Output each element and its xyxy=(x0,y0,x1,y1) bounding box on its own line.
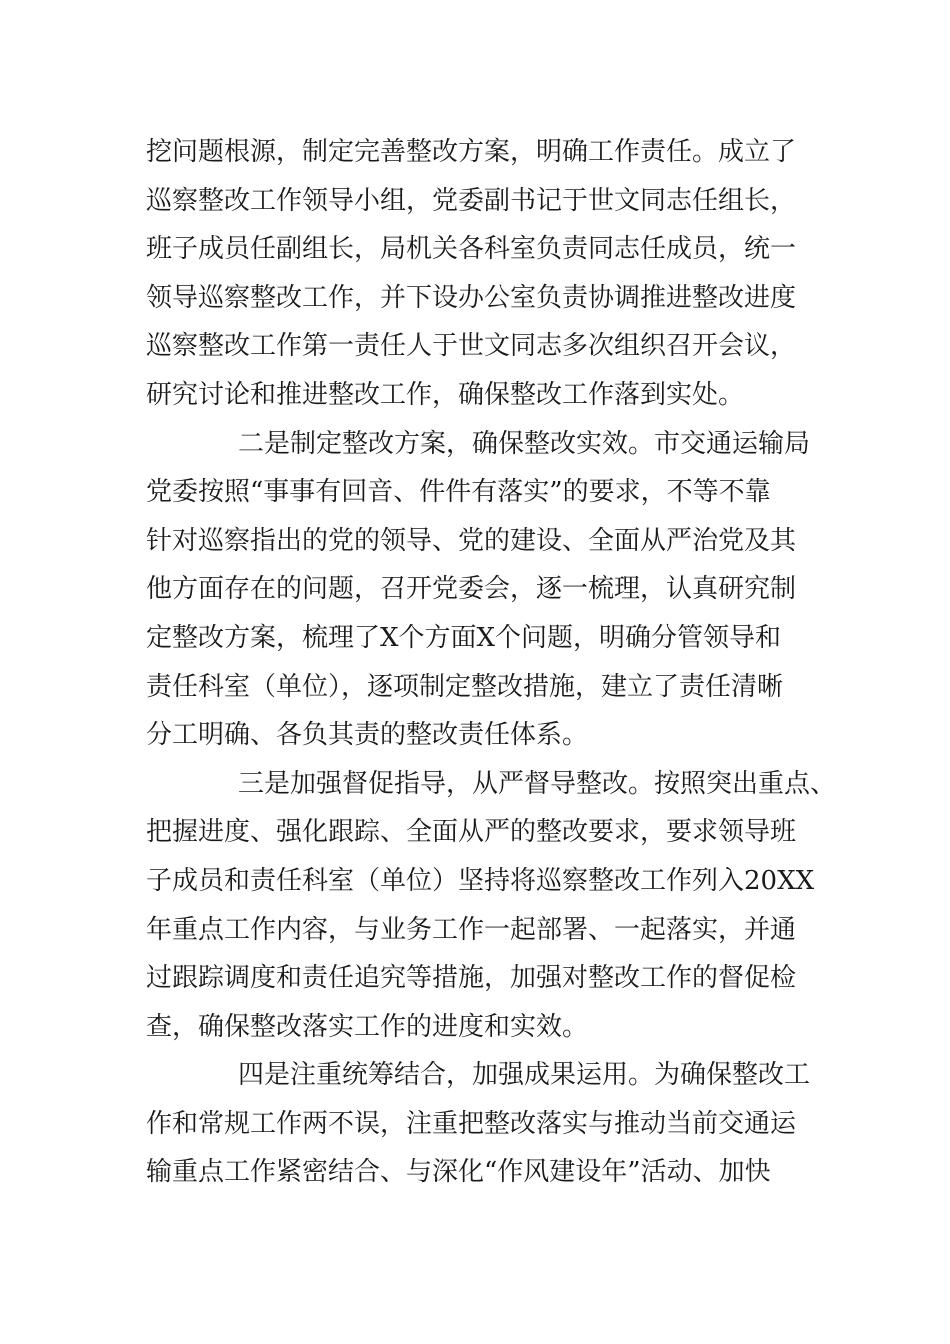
text-line: 针对巡察指出的党的领导、党的建设、全面从严治党及其 xyxy=(146,525,797,556)
text-line: 巡察整改工作领导小组，党委副书记于世文同志任组长， xyxy=(146,185,797,216)
text-line: 子成员和责任科室（单位）坚持将巡察整改工作列入20XX xyxy=(146,865,815,896)
text-line: 把握进度、强化跟踪、全面从严的整改要求，要求领导班 xyxy=(146,817,797,848)
text-line: 作和常规工作两不误，注重把整改落实与推动当前交通运 xyxy=(146,1108,797,1139)
document-body xyxy=(146,128,837,1197)
paragraph-start-line: 四是注重统筹结合，加强成果运用。为确保整改工 xyxy=(238,1060,811,1091)
text-line: 挖问题根源，制定完善整改方案，明确工作责任。成立了 xyxy=(146,137,797,167)
text-line: 巡察整改工作第一责任人于世文同志多次组织召开会议， xyxy=(146,331,797,362)
text-line: 查，确保整改落实工作的进度和实效。 xyxy=(146,1011,589,1042)
text-line: 研究讨论和推进整改工作，确保整改工作落到实处。 xyxy=(146,379,745,410)
text-line: 输重点工作紧密结合、与深化“作风建设年”活动、加快 xyxy=(146,1157,771,1188)
paragraph-start-line: 三是加强督促指导，从严督导整改。按照突出重点、 xyxy=(238,768,837,799)
text-line: 领导巡察整改工作，并下设办公室负责协调推进整改进度 xyxy=(146,282,797,313)
text-line: 定整改方案，梳理了X个方面X个问题，明确分管领导和 xyxy=(146,622,782,653)
text-line: 他方面存在的问题，召开党委会，逐一梳理，认真研究制 xyxy=(146,574,797,605)
text-line: 年重点工作内容，与业务工作一起部署、一起落实，并通 xyxy=(146,914,797,945)
paragraph-start-line: 二是制定整改方案，确保整改实效。市交通运输局 xyxy=(238,428,811,459)
text-line: 班子成员任副组长，局机关各科室负责同志任成员，统一 xyxy=(146,234,797,265)
text-line: 过跟踪调度和责任追究等措施，加强对整改工作的督促检 xyxy=(146,963,797,994)
text-line: 党委按照“事事有回音、件件有落实”的要求，不等不靠 xyxy=(146,477,771,508)
text-line: 责任科室（单位），逐项制定整改措施，建立了责任清晰 xyxy=(146,671,784,702)
text-line: 分工明确、各负其责的整改责任体系。 xyxy=(146,720,589,751)
